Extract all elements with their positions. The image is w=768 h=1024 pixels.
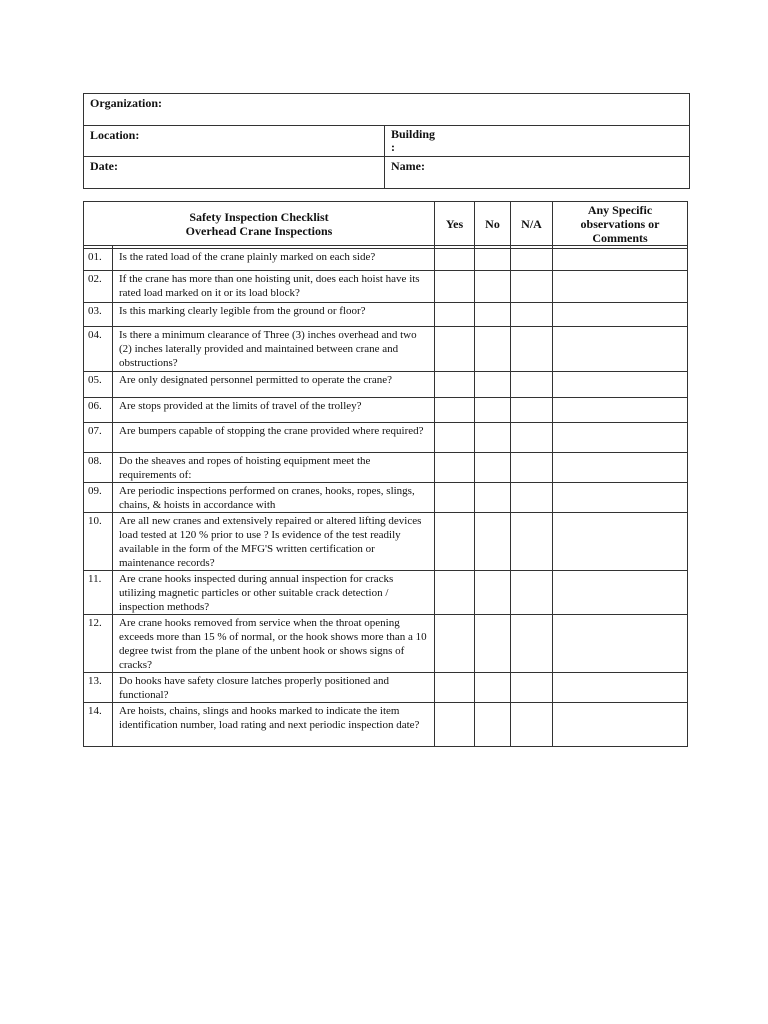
item-question: Is there a minimum clearance of Three (3) inches overhead and two (2) inches laterally provided and maintained between crane and obstructions? — [113, 327, 435, 372]
item-number: 12. — [84, 615, 113, 673]
checklist-row — [84, 398, 688, 423]
item-question: Are all new cranes and extensively repaired or altered lifting devices load tested at 120 % prior to use ? Is evidence of the test readily available in the form of the MFG'S written certification or maintenance records? — [113, 513, 435, 571]
checklist-row — [84, 571, 688, 615]
header-info-table — [83, 93, 690, 189]
checklist-row — [84, 303, 688, 327]
comments-cell[interactable] — [553, 423, 688, 453]
na-cell[interactable] — [511, 423, 553, 453]
na-cell[interactable] — [511, 453, 553, 483]
na-cell[interactable] — [511, 249, 553, 271]
no-cell[interactable] — [475, 327, 511, 372]
checklist-row — [84, 673, 688, 703]
yes-cell[interactable] — [435, 513, 475, 571]
checklist-table — [83, 201, 688, 747]
item-question: Are stops provided at the limits of travel of the trolley? — [113, 398, 435, 423]
comments-cell[interactable] — [553, 703, 688, 747]
column-header-no: No — [475, 202, 511, 246]
item-question: Are periodic inspections performed on cranes, hooks, ropes, slings, chains, & hoists in accordance with — [113, 483, 435, 513]
checklist-title — [84, 202, 435, 246]
item-number: 01. — [84, 249, 113, 271]
comments-cell[interactable] — [553, 483, 688, 513]
comments-cell[interactable] — [553, 398, 688, 423]
yes-cell[interactable] — [435, 398, 475, 423]
building-field[interactable] — [385, 126, 690, 157]
item-number: 14. — [84, 703, 113, 747]
yes-cell[interactable] — [435, 615, 475, 673]
no-cell[interactable] — [475, 453, 511, 483]
no-cell[interactable] — [475, 513, 511, 571]
checklist-row — [84, 271, 688, 303]
organization-label: Organization: — [90, 96, 162, 110]
yes-cell[interactable] — [435, 327, 475, 372]
comments-cell[interactable] — [553, 327, 688, 372]
no-cell[interactable] — [475, 615, 511, 673]
item-question: Is the rated load of the crane plainly marked on each side? — [113, 249, 435, 271]
item-number: 02. — [84, 271, 113, 303]
checklist-row — [84, 615, 688, 673]
checklist-row — [84, 703, 688, 747]
column-header-na: N/A — [511, 202, 553, 246]
name-field[interactable] — [385, 157, 690, 189]
yes-cell[interactable] — [435, 483, 475, 513]
na-cell[interactable] — [511, 673, 553, 703]
item-question: Do the sheaves and ropes of hoisting equipment meet the requirements of: — [113, 453, 435, 483]
checklist-row — [84, 327, 688, 372]
item-question: Are only designated personnel permitted to operate the crane? — [113, 372, 435, 398]
checklist-title-line2: Overhead Crane Inspections — [185, 223, 333, 238]
item-question: Are crane hooks removed from service when the throat opening exceeds more than 15 % of normal, or the hook shows more than a 10 degree twist from the plane of the unbent hook or shows signs of cracks? — [113, 615, 435, 673]
comments-cell[interactable] — [553, 513, 688, 571]
yes-cell[interactable] — [435, 372, 475, 398]
na-cell[interactable] — [511, 703, 553, 747]
no-cell[interactable] — [475, 271, 511, 303]
item-question: Do hooks have safety closure latches properly positioned and functional? — [113, 673, 435, 703]
item-number: 06. — [84, 398, 113, 423]
no-cell[interactable] — [475, 703, 511, 747]
column-header-yes: Yes — [435, 202, 475, 246]
name-label: Name: — [391, 159, 425, 173]
no-cell[interactable] — [475, 398, 511, 423]
comments-cell[interactable] — [553, 372, 688, 398]
item-number: 07. — [84, 423, 113, 453]
yes-cell[interactable] — [435, 303, 475, 327]
no-cell[interactable] — [475, 571, 511, 615]
checklist-row — [84, 513, 688, 571]
na-cell[interactable] — [511, 571, 553, 615]
yes-cell[interactable] — [435, 249, 475, 271]
na-cell[interactable] — [511, 615, 553, 673]
item-question: Are hoists, chains, slings and hooks marked to indicate the item identification number, load rating and next periodic inspection date? — [113, 703, 435, 747]
yes-cell[interactable] — [435, 423, 475, 453]
na-cell[interactable] — [511, 513, 553, 571]
yes-cell[interactable] — [435, 703, 475, 747]
item-number: 03. — [84, 303, 113, 327]
no-cell[interactable] — [475, 673, 511, 703]
column-header-comments: Any Specific observations or Comments — [553, 202, 688, 246]
item-question: Is this marking clearly legible from the ground or floor? — [113, 303, 435, 327]
comments-cell[interactable] — [553, 453, 688, 483]
na-cell[interactable] — [511, 372, 553, 398]
checklist-row — [84, 249, 688, 271]
comments-cell[interactable] — [553, 571, 688, 615]
no-cell[interactable] — [475, 372, 511, 398]
yes-cell[interactable] — [435, 453, 475, 483]
checklist-row — [84, 423, 688, 453]
item-number: 04. — [84, 327, 113, 372]
item-number: 08. — [84, 453, 113, 483]
no-cell[interactable] — [475, 303, 511, 327]
comments-cell[interactable] — [553, 271, 688, 303]
yes-cell[interactable] — [435, 673, 475, 703]
comments-cell[interactable] — [553, 303, 688, 327]
na-cell[interactable] — [511, 327, 553, 372]
checklist-row — [84, 483, 688, 513]
organization-field[interactable] — [84, 94, 690, 126]
na-cell[interactable] — [511, 303, 553, 327]
item-number: 10. — [84, 513, 113, 571]
no-cell[interactable] — [475, 423, 511, 453]
item-question: If the crane has more than one hoisting unit, does each hoist have its rated load marked on it or its load block? — [113, 271, 435, 303]
comments-cell[interactable] — [553, 615, 688, 673]
item-number: 09. — [84, 483, 113, 513]
item-number: 13. — [84, 673, 113, 703]
item-number: 11. — [84, 571, 113, 615]
item-number: 05. — [84, 372, 113, 398]
no-cell[interactable] — [475, 483, 511, 513]
no-cell[interactable] — [475, 249, 511, 271]
checklist-row — [84, 372, 688, 398]
item-question: Are crane hooks inspected during annual inspection for cracks utilizing magnetic particles or other suitable crack detection / inspection methods? — [113, 571, 435, 615]
comments-cell[interactable] — [553, 673, 688, 703]
date-label: Date: — [90, 159, 118, 173]
comments-cell[interactable] — [553, 249, 688, 271]
yes-cell[interactable] — [435, 271, 475, 303]
yes-cell[interactable] — [435, 571, 475, 615]
building-label: Building : — [391, 127, 436, 154]
location-label: Location: — [90, 128, 140, 142]
na-cell[interactable] — [511, 271, 553, 303]
checklist-title-line1: Safety Inspection Checklist — [189, 209, 329, 224]
na-cell[interactable] — [511, 483, 553, 513]
item-question: Are bumpers capable of stopping the crane provided where required? — [113, 423, 435, 453]
checklist-row — [84, 453, 688, 483]
date-field[interactable] — [84, 157, 385, 189]
na-cell[interactable] — [511, 398, 553, 423]
location-field[interactable] — [84, 126, 385, 157]
